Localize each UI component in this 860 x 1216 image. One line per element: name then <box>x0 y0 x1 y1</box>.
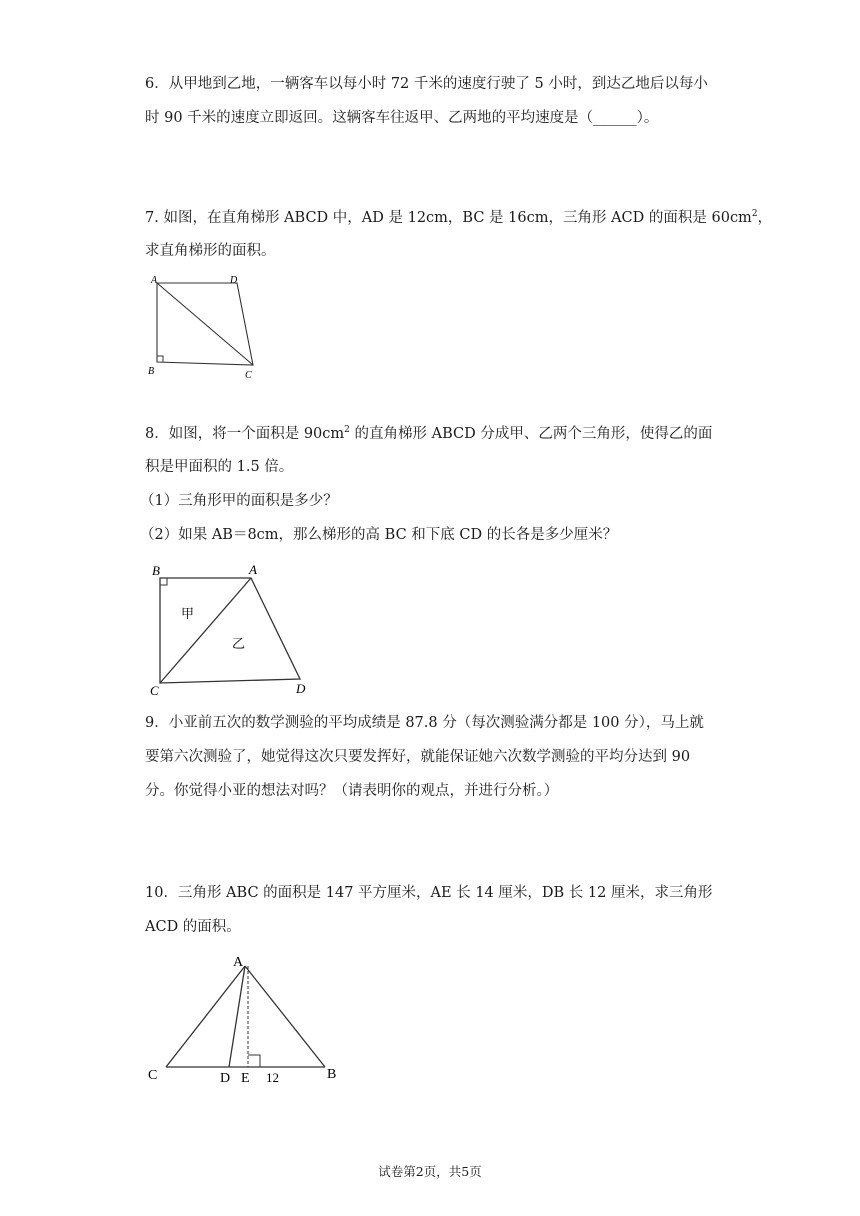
q7-line2: 求直角梯形的面积。 <box>145 243 276 259</box>
q10-triangle-figure <box>140 946 350 1092</box>
q7-trapezoid-figure <box>142 272 272 384</box>
q6-line2: 时 90 千米的速度立即返回。这辆客车往返甲、乙两地的平均速度是（______）。 <box>145 110 659 126</box>
q8-sub2: （2）如果 AB＝8cm，那么梯形的高 BC 和下底 CD 的长各是多少厘米？ <box>140 527 618 543</box>
q7-line1: 7. 如图，在直角梯形 ABCD 中，AD 是 12cm，BC 是 16cm，三角形 ACD 的面积是 $60cm^2$， <box>145 209 773 226</box>
q8-label-c: C <box>150 683 159 698</box>
q8-label-jia: 甲 <box>181 606 195 621</box>
q9-line1: 9．小亚前五次的数学测验的平均成绩是 87.8 分（每次测验满分都是 100 分），马上就 <box>145 715 704 731</box>
q10-label-c: C <box>148 1068 158 1083</box>
q10-label-e: E <box>241 1071 250 1086</box>
q7-label-c: C <box>245 370 252 381</box>
q8-label-b: B <box>152 563 160 578</box>
q8-sub1: （1）三角形甲的面积是多少？ <box>140 493 338 509</box>
q10-label-b: B <box>327 1067 337 1082</box>
q7-label-d: D <box>230 275 238 286</box>
q10-label-d: D <box>220 1071 231 1086</box>
q8-label-a: A <box>249 562 257 577</box>
q10-label-a: A <box>233 955 244 970</box>
q10-line1: 10．三角形 ABC 的面积是 147 平方厘米，AE 长 14 厘米，DB 长 12 厘米，求三角形 <box>145 885 713 901</box>
q8-label-d: D <box>296 681 306 696</box>
q7-label-b: B <box>148 366 155 377</box>
q8-line1: 8．如图，将一个面积是 $90cm^2$ 的直角梯形 ABCD 分成甲、乙两个三角形，使得乙的面 <box>145 425 713 442</box>
q8-label-yi: 乙 <box>232 636 246 651</box>
q6-line1: 6．从甲地到乙地，一辆客车以每小时 72 千米的速度行驶了 5 小时，到达乙地后以每小 <box>145 76 708 92</box>
q9-line2: 要第六次测验了，她觉得这次只要发挥好，就能保证她六次数学测验的平均分达到 90 <box>145 749 691 765</box>
q10-line2: ACD 的面积。 <box>145 919 241 935</box>
q9-line3: 分。你觉得小亚的想法对吗？（请表明你的观点，并进行分析。） <box>145 783 559 799</box>
q10-length-label: 12 <box>266 1070 279 1085</box>
q7-label-a: A <box>151 275 158 286</box>
q8-trapezoid-figure <box>145 556 320 698</box>
page-footer: 试卷第2页，共5页 <box>378 1164 482 1179</box>
q8-line2: 积是甲面积的 1.5 倍。 <box>145 459 294 475</box>
